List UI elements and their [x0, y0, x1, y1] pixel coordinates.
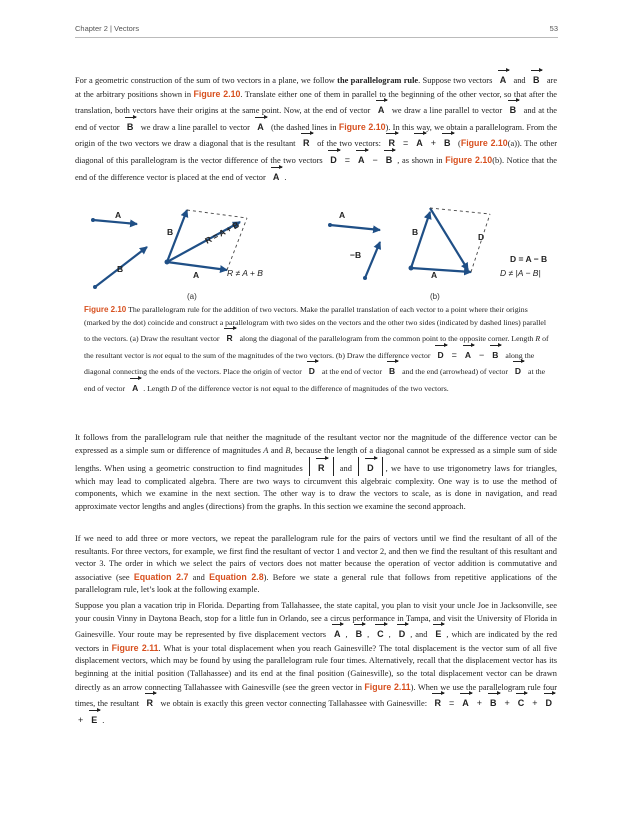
bold-term: the parallelogram rule — [337, 76, 419, 85]
vector-D: D — [432, 350, 448, 360]
vector-D: D — [394, 629, 411, 639]
caption-figure-label: Figure 2.10 — [84, 305, 127, 314]
label-D-neq: D ≠ |A − B| — [500, 268, 541, 278]
vector-C: C — [372, 629, 389, 639]
figure-link[interactable]: Figure 2.10 — [193, 88, 241, 99]
vector-D: D — [325, 155, 342, 165]
chapter-header: Chapter 2 | Vectors — [75, 24, 140, 33]
magnitude-D: D — [358, 457, 383, 476]
label-B-pg-b: B — [412, 227, 419, 237]
label-A-pg-b: A — [431, 270, 438, 280]
arrow-A-pg-b — [411, 268, 471, 272]
paragraph-three-vectors: If we need to add three or more vectors, we repeat the parallelogram rule for the pairs of vectors until we find the resultant of all of the resultants. For three vectors, for example, we first find the resultant of vector 1 and vector 2, and then we find the resultant of this resultant and vector 3. The order in which we select the pairs of vectors does not matter because the operation of vector addition is commutative and associative (see Equation 2.7 and Equation 2.8). Before we state a general rule that follows from repetitive applications of the parallelogram rule, let’s look at the following example. — [75, 534, 557, 595]
figure-2-10-diagram — [75, 200, 555, 290]
vector-R: R — [221, 333, 237, 343]
figure-link[interactable]: Figure 2.10 — [338, 121, 386, 132]
label-D: D — [478, 232, 485, 242]
figure-link[interactable]: Figure 2.10 — [445, 154, 493, 165]
vector-B: B — [485, 698, 502, 708]
figure-caption: Figure 2.10 The parallelogram rule for the addition of two vectors. Make the parallel translation of each vector to a point where their origins (marked by the dot) coincide and construct a parallelogram with two sides on the vectors and the other two sides (indicated by dashed lines) parallel to the vectors. (a) Draw the resultant vector R along the diagonal of the parallelogram from the common point to the opposite corner. Length R of the resultant vector is not equal to the sum of the magnitudes of the two vectors. (b) Draw the difference vector D = A − B along the diagonal connecting the ends of the vectors. Place the origin of vector D at the end of vector B and the end (arrowhead) of vector D at the end of vector A . Length D of the difference vector is not equal to the difference of magnitudes of the two vectors. — [84, 305, 549, 393]
vector-B: B — [384, 366, 400, 376]
vector-C: C — [513, 698, 530, 708]
vector-A: A — [495, 75, 512, 85]
arrow-A-pg — [167, 262, 227, 270]
vector-B: B — [505, 105, 522, 115]
figure-link[interactable]: Figure 2.11 — [111, 642, 159, 653]
arrow-minus-B — [365, 242, 380, 278]
vector-B: B — [381, 155, 398, 165]
vector-A: A — [373, 105, 390, 115]
figure-panel-label-b: (b) — [430, 292, 440, 301]
magnitude-R: R — [309, 457, 334, 476]
arrow-A-loose-b — [330, 225, 380, 230]
label-A-loose: A — [115, 210, 122, 220]
label-A-loose-b: A — [339, 210, 346, 220]
label-B-pg: B — [167, 227, 174, 237]
paragraph-parallelogram-intro: For a geometric construction of the sum of two vectors in a plane, we follow the parallelogram rule. Suppose two vectors A and B are at the arbitrary positions shown in Figure 2.10. Translate either one of them in parallel to the beginning of the other vector, so that after the translation, both vectors have their origins at the same point. Now, at the end of vector A we draw a line parallel to vector B and at the end of vector B we draw a line parallel to vector A (the dashed lines in Figure 2.10). In this way, we obtain a parallelogram. From the origin of the two vectors we draw a diagonal that is the resultant R of the two vectors: R = A + B (Figure 2.10(a)). The other diagonal of this parallelogram is the vector difference of the two vectors D = A − B , as shown in Figure 2.10(b). Notice that the end of the difference vector is placed at the end of vector A . — [75, 75, 558, 182]
vector-R: R — [298, 138, 315, 148]
label-R-neq: R ≠ A + B — [227, 268, 263, 278]
vector-D: D — [510, 366, 526, 376]
label-B-loose: B — [117, 264, 124, 274]
label-R-eq: R = A + B — [203, 219, 241, 246]
vector-R: R — [383, 138, 400, 148]
vector-D: D — [541, 698, 558, 708]
label-A-pg: A — [193, 270, 200, 280]
vector-B: B — [439, 138, 456, 148]
vector-A: A — [268, 172, 285, 182]
equation-link[interactable]: Equation 2.7 — [133, 571, 189, 582]
vector-D: D — [304, 366, 320, 376]
paragraph-magnitudes: It follows from the parallelogram rule that neither the magnitude of the resultant vector nor the magnitude of the difference vector can be expressed as a simple sum or difference of magnitudes A and B, because the length of a diagonal cannot be expressed as a simple sum of side lengths. When using a geometric construction to find magnitudes R and D , we have to use trigonometry laws for triangles, which may lead to complicated algebra. There are two ways to circumvent this algebraic complexity. One way is to use the method of components, which we examine in the next section. The other way is to draw the vectors to scale, as is done in navigation, and read approximate vector lengths and angles (directions) from the graphs. In this section we examine the second approach. — [75, 433, 558, 511]
vector-A: A — [127, 383, 143, 393]
vector-E: E — [430, 629, 446, 639]
vector-A: A — [460, 350, 476, 360]
vector-A: A — [411, 138, 428, 148]
vector-A: A — [329, 629, 346, 639]
label-D-eq: D = A − B — [510, 254, 548, 264]
vector-R: R — [429, 698, 446, 708]
vector-A: A — [353, 155, 370, 165]
arrow-B-pg-b — [411, 212, 430, 268]
page-number: 53 — [549, 24, 558, 33]
vector-A: A — [252, 122, 269, 132]
vector-B: B — [528, 75, 545, 85]
figure-link[interactable]: Figure 2.10 — [460, 138, 508, 149]
vector-A: A — [457, 698, 474, 708]
vector-E: E — [86, 715, 102, 725]
vector-R: R — [142, 698, 159, 708]
header-divider — [75, 37, 558, 38]
arrow-D — [430, 208, 468, 270]
equation-link[interactable]: Equation 2.8 — [209, 571, 264, 582]
vector-B: B — [351, 629, 368, 639]
paragraph-florida-trip: Suppose you plan a vacation trip in Florida. Departing from Tallahassee, the state capital, you plan to visit your uncle Joe in Jacksonville, see your cousin Vinny in Daytona Beach, stop for a little fun in Orlando, see a circus performance in Tampa, and visit the University of Florida in Gainesville. Your route may be represented by five displacement vectors A , B , C , D , and E , which are indicated by the red vectors in Figure 2.11. What is your total displacement when you reach Gainesville? The total displacement is the vector sum of all five displacement vectors, which may be found by using the parallelogram rule four times. Alternatively, recall that the displacement vector has its beginning at the initial position (Tallahassee) and its end at the final position (Gainesville), so the total displacement vector can be drawn directly as an arrow connecting Tallahassee with Gainesville (see the green vector in Figure 2.11). When we use the parallelogram rule four times, the resultant R we obtain is exactly this green vector connecting Tallahassee with Gainesville: R = A + B + C + D+ E . — [75, 601, 558, 725]
label-minus-B: −B — [350, 250, 362, 260]
figure-panel-label-a: (a) — [187, 292, 197, 301]
figure-link[interactable]: Figure 2.11 — [364, 681, 411, 692]
arrow-A-loose — [93, 220, 137, 224]
vector-B: B — [122, 122, 139, 132]
vector-B: B — [487, 350, 503, 360]
